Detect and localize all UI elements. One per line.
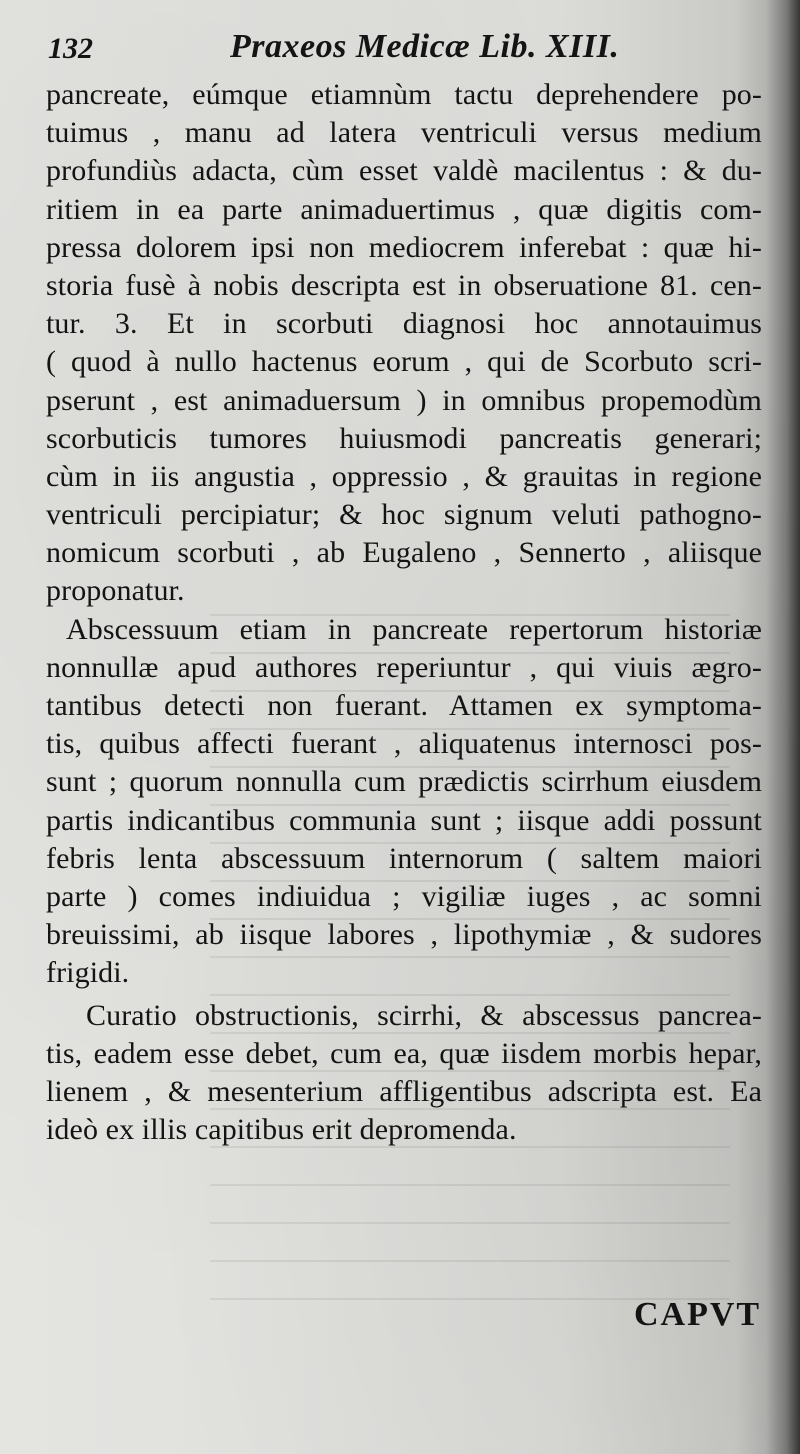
text-line: tis, eadem esse debet, cum ea, quæ iisdem morbis hepar, [46,1036,762,1070]
text-line: Abscessuum etiam in pancreate repertorum historiæ [66,612,762,646]
catchword: CAPVT [634,1296,762,1333]
body-text [46,76,762,1149]
text-line: pserunt , est animaduersum ) in omnibus propemodùm [46,383,762,417]
text-line: cùm in iis angustia , oppressio , & grauitas in regione [46,459,762,493]
text-line: pressa dolorem ipsi non mediocrem inferebat : quæ hi- [46,230,762,264]
text-line: febris lenta abscessuum internorum ( saltem maiori [46,841,762,875]
text-line: tantibus detecti non fuerant. Attamen ex symptoma- [46,689,762,722]
page-header [40,28,760,72]
text-line: tis, quibus affecti fuerant , aliquatenus internosci pos- [46,727,762,761]
running-title: Praxeos Medicæ Lib. XIII. [230,28,620,65]
text-line: frigidi. [46,956,130,990]
text-line: proponatur. [46,574,185,608]
text-line: storia fusè à nobis descripta est in obseruatione 81. cen- [46,268,762,302]
text-line: partis indicantibus communia sunt ; iisque addi possunt [46,803,762,837]
text-line: breuissimi, ab iisque labores , lipothymiæ , & sudores [46,918,762,952]
text-line: nonnullæ apud authores reperiuntur , qui viuis ægro- [46,650,762,684]
text-line: pancreate, eúmque etiamnùm tactu deprehendere po- [46,78,762,111]
text-line: nomicum scorbuti , ab Eugaleno , Sennerto , aliisque [46,536,762,570]
text-line: tur. 3. Et in scorbuti diagnosi hoc annotauimus [46,307,762,341]
page-edge-shadow [766,0,800,1454]
text-line: Curatio obstructionis, scirrhi, & abscessus pancrea- [86,998,762,1032]
text-line: scorbuticis tumores huiusmodi pancreatis generari; [46,421,762,455]
paragraph-3 [46,997,762,1150]
text-line: lienem , & mesenterium affligentibus adscripta est. Ea [46,1074,762,1108]
text-line: sunt ; quorum nonnulla cum prædictis scirrhum eiusdem [46,765,762,799]
text-line: ventriculi percipiatur; & hoc signum veluti pathogno- [46,498,762,532]
text-line: profundiùs adacta, cùm esset valdè macilentus : & du- [46,154,762,188]
page-number: 132 [48,32,93,65]
text-line: ideò ex illis capitibus erit depromenda. [46,1113,517,1147]
text-line: ritiem in ea parte animaduertimus , quæ digitis com- [46,192,762,226]
text-line: tuimus , manu ad latera ventriculi versus medium [46,116,762,150]
text-line: ( quod à nullo hactenus eorum , qui de Scorbuto scri- [46,345,762,379]
text-line: parte ) comes indiuidua ; vigiliæ iuges , ac somni [46,879,762,913]
paragraph-1 [46,76,762,611]
paragraph-2 [46,611,762,993]
